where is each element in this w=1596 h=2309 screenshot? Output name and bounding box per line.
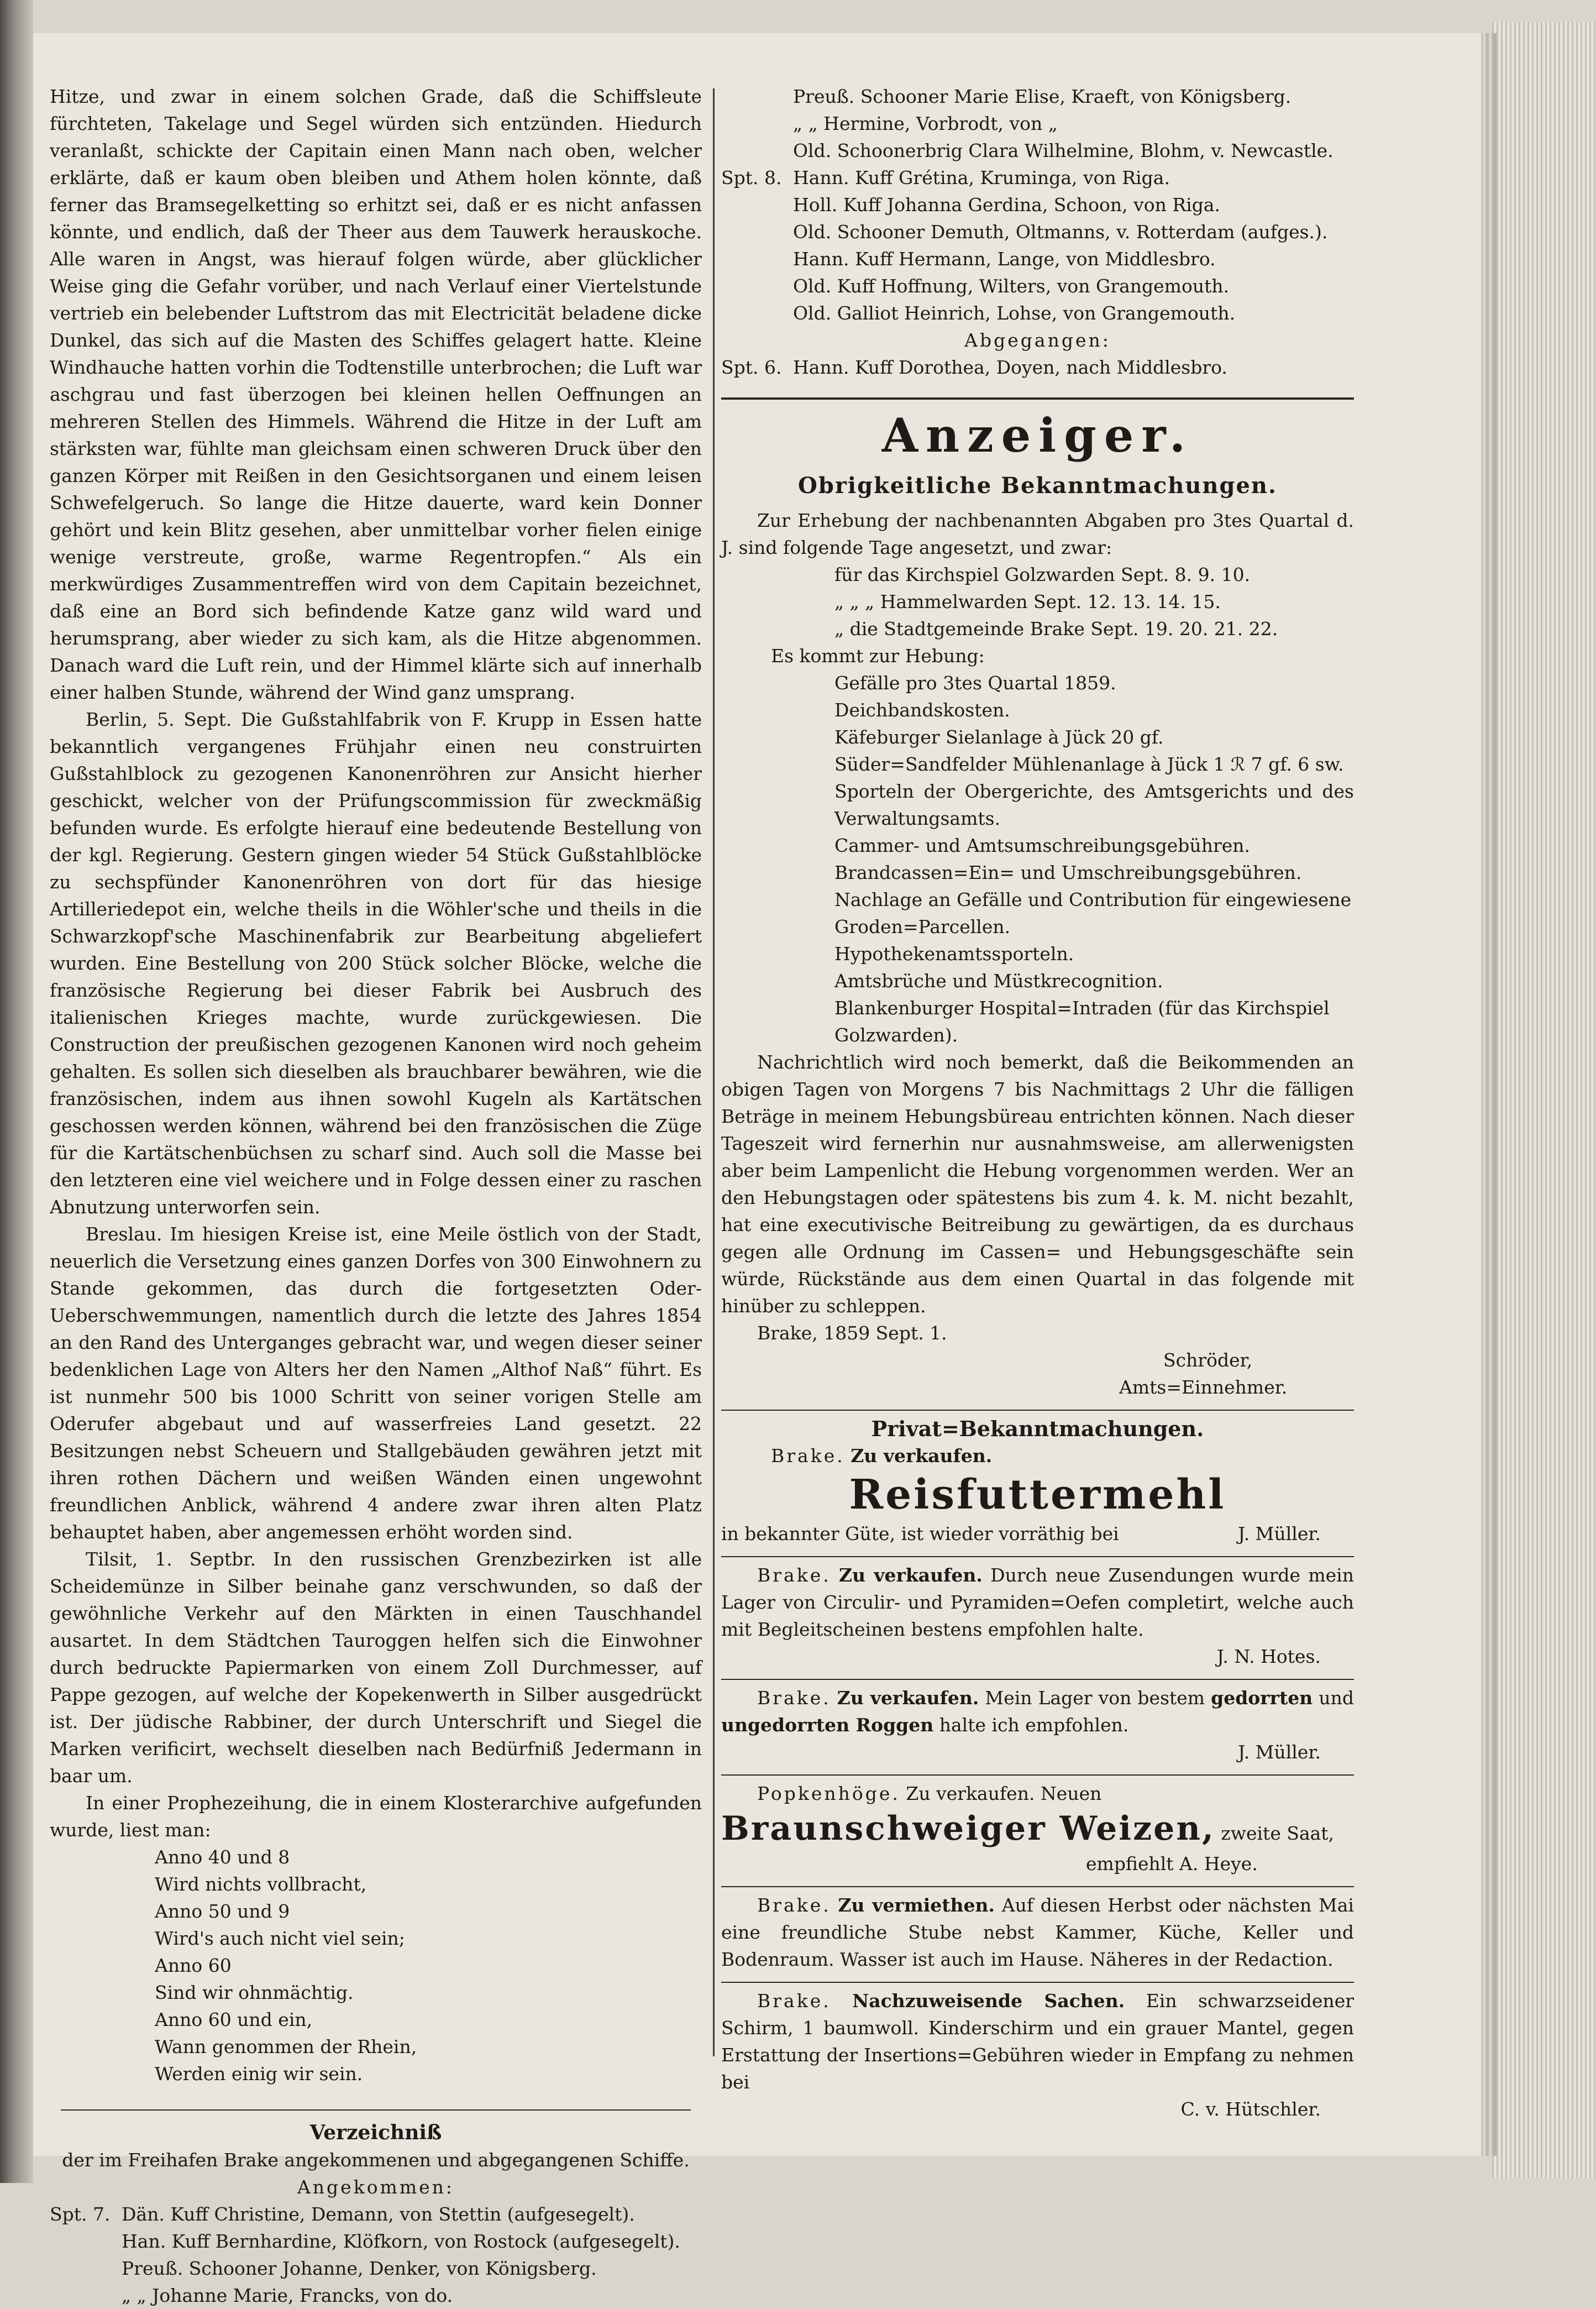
anzeiger-title: Anzeiger. — [881, 408, 1194, 463]
official-intro: Zur Erhebung der nachbenannten Abgaben pro 3tes Quartal d. J. sind folgende Tage angesetzt, und zwar: — [721, 510, 1354, 558]
ship-entry: Old. Kuff Hoffnung, Wilters, von Grangemouth. — [793, 275, 1230, 297]
ship-entry: Preuß. Schooner Johanne, Denker, von Königsberg. — [122, 2258, 597, 2279]
ships-list-subtitle: der im Freihafen Brake angekommenen und abgegangenen Schiffe. — [62, 2149, 690, 2171]
prophecy-poem — [50, 1844, 702, 2087]
ship-entry: Spt. 8. Hann. Kuff Grétina, Kruminga, von Riga. — [721, 167, 1170, 189]
poem-line: Anno 60 — [155, 1955, 232, 1976]
official-notices-title: Obrigkeitliche Bekanntmachungen. — [798, 473, 1277, 499]
hebung-item: Gefälle pro 3tes Quartal 1859. — [834, 672, 1116, 694]
ad-sachen-signature: C. v. Hütschler. — [1180, 2098, 1321, 2120]
ship-entry: Spt. 7. Dän. Kuff Christine, Demann, von Stettin (aufgesegelt). — [50, 2203, 635, 2225]
poem-line: Wann genommen der Rhein, — [155, 2036, 417, 2057]
official-date-line: „ „ „ Hammelwarden Sept. 12. 13. 14. 15. — [834, 591, 1221, 612]
hebung-item: Süder=Sandfelder Mühlenanlage à Jück 1 ℛ 7 gf. 6 sw. — [834, 753, 1344, 775]
ad-reisfuttermehl-product: Reisfuttermehl — [849, 1471, 1226, 1519]
poem-line: Anno 50 und 9 — [155, 1900, 290, 1922]
ships-list-title: Verzeichniß — [309, 2121, 442, 2144]
ad-oefen-signature: J. N. Hotes. — [1216, 1646, 1321, 1667]
section-rule — [721, 397, 1354, 400]
article-berlin: Berlin, 5. Sept. Die Gußstahlfabrik von F. Krupp in Essen hatte bekanntlich vergangenes Frühjahr einen neu construirten Gußstahlblock zu gezogenen Kanonenröhren zur Ansicht hierher geschickt, welcher von der Prüfungscommission für zweckmäßig befunden wurde. Es erfolgte hierauf eine bedeutende Bestellung von der kgl. Regierung. Gestern gingen wieder 54 Stück Gußstahlblöcke zu sechspfünder Kanonenröhren von dort für das hiesige Artilleriedepot ein, welche theils in die Wöhler'sche und theils in die Schwarzkopf'sche Maschinenfabrik zur Bearbeitung abgeliefert wurden. Eine Bestellung von 200 Stück solcher Blöcke, welche die französische Regierung bei dieser Fabrik bei Ausbruch des italienischen Krieges machte, wurde zurückgewiesen. Die Construction der preußischen gezogenen Kanonen wird noch geheim gehalten. Es sollen sich dieselben als brauchbarer bewähren, wie die französischen, indem aus ihnen sowohl Kugeln als Kartätschen geschossen werden können, während bei den französischen die Züge für die Kartätschenbüchsen zu scharf sind. Auch soll die Masse bei den letzteren eine viel weichere und in Folge dessen einer zu raschen Abnutzung unterworfen sein. — [50, 709, 702, 1218]
right-column — [721, 83, 1354, 2120]
page-edges — [1492, 22, 1596, 2178]
ad-separator — [721, 1886, 1354, 1887]
private-notices-title: Privat=Bekanntmachungen. — [871, 1416, 1204, 1441]
ship-entry: Old. Galliot Heinrich, Lohse, von Grangemouth. — [793, 302, 1236, 324]
ad-sachen: Brake. Nachzuweisende Sachen. Ein schwarzseidener Schirm, 1 baumwoll. Kinderschirm und ein grauer Mantel, gegen Erstattung der Insertions=Gebühren wieder in Empfang zu nehmen bei — [721, 1990, 1354, 2093]
ship-entry: Old. Schooner Demuth, Oltmanns, v. Rotterdam (aufges.). — [793, 221, 1328, 243]
article-prophecy: In einer Prophezeihung, die in einem Klosterarchive aufgefunden wurde, liest man: — [50, 1792, 702, 1841]
ship-entry: „ „ Johanne Marie, Francks, von do. — [122, 2285, 453, 2306]
poem-line: Anno 40 und 8 — [155, 1846, 290, 1868]
hebung-item: Amtsbrüche und Müstkrecognition. — [834, 970, 1163, 992]
arrived-heading: Angekommen: — [297, 2176, 455, 2198]
ad-weizen-signature: empfiehlt A. Heye. — [1086, 1853, 1258, 1875]
hebung-item: Deichbandskosten. — [834, 699, 1010, 721]
ad-oefen: Brake. Zu verkaufen. Durch neue Zusendungen wurde mein Lager von Circulir- und Pyramiden=Oefen completirt, welche auch mit Begleitscheinen bestens empfohlen halte. — [721, 1564, 1354, 1640]
ad-roggen: Brake. Zu verkaufen. Mein Lager von bestem gedorrten und ungedorrten Roggen halte ich empfohlen. — [721, 1687, 1354, 1736]
poem-line: Wird nichts vollbracht, — [155, 1873, 367, 1895]
official-note: Nachrichtlich wird noch bemerkt, daß die Beikommenden an obigen Tagen von Morgens 7 bis Nachmittags 2 Uhr die fälligen Beträge in meinem Hebungsbüreau entrichten können. Nach dieser Tageszeit wird fernerhin nur ausnahmsweise, am allerwenigsten aber beim Lampenlicht die Hebung vorgenommen werden. Wer an den Hebungstagen oder spätestens bis zum 4. k. M. nicht bezahlt, hat eine executivische Beitreibung zu gewärtigen, da es durchaus gegen alle Ordnung im Cassen= und Hebungsgeschäfte sein würde, Rückstände aus dem einen Quartal in das folgende mit hinüber zu schleppen. — [721, 1051, 1354, 1317]
section-rule — [721, 1410, 1354, 1411]
hebung-item: Sporteln der Obergerichte, des Amtsgerichts und des Verwaltungsamts. — [834, 781, 1354, 829]
ad-separator — [721, 1679, 1354, 1680]
ship-entry: Holl. Kuff Johanna Gerdina, Schoon, von Riga. — [793, 194, 1221, 216]
official-date-line: „ die Stadtgemeinde Brake Sept. 19. 20. 21. 22. — [834, 618, 1278, 640]
ad-weizen-product-line: Braunschweiger Weizen, zweite Saat, — [721, 1809, 1335, 1848]
hebung-heading: Es kommt zur Hebung: — [771, 645, 985, 667]
left-column — [50, 83, 702, 2306]
official-date-line: für das Kirchspiel Golzwarden Sept. 8. 9. 10. — [834, 564, 1251, 585]
hebung-item: Nachlage an Gefälle und Contribution für eingewiesene Groden=Parcellen. — [834, 889, 1352, 938]
ad-separator — [721, 1982, 1354, 1983]
section-rule — [61, 2109, 691, 2111]
ad-weizen-header: Popkenhöge. Zu verkaufen. Neuen — [757, 1783, 1102, 1804]
poem-line: Sind wir ohnmächtig. — [155, 1982, 354, 2003]
official-signature-title: Amts=Einnehmer. — [1119, 1376, 1288, 1398]
departed-heading: Abgegangen: — [964, 329, 1111, 351]
ship-entry: Old. Schoonerbrig Clara Wilhelmine, Blohm, v. Newcastle. — [793, 140, 1334, 161]
ad-vermiethen: Brake. Zu vermiethen. Auf diesen Herbst oder nächsten Mai eine freundliche Stube nebst Kammer, Küche, Keller und Bodenraum. Wasser ist auch im Hause. Näheres in der Redaction. — [721, 1894, 1354, 1970]
hebung-item: Käfeburger Sielanlage à Jück 20 gf. — [834, 726, 1164, 748]
ship-entry: Preuß. Schooner Marie Elise, Kraeft, von Königsberg. — [793, 86, 1292, 107]
article-heat: Hitze, und zwar in einem solchen Grade, daß die Schiffsleute fürchteten, Takelage und Segel würden sich entzünden. Hiedurch veranlaßt, schickte der Capitain einen Mann nach oben, welcher erklärte, daß er kaum oben bleiben und Athem holen könnte, daß ferner das Bramsegelketting so erhitzt sei, daß er es nicht anfassen könnte, und endlich, daß der Theer aus dem Tauwerk herauskoche. Alle waren in Angst, was hierauf folgen würde, aber glücklicher Weise ging die Gefahr vorüber, und nach Verlauf einer Viertelstunde vertrieb ein belebender Luftstrom das mit Electricität beladene dicke Dunkel, das sich auf die Masten des Schiffes gelagert hatte. Kleine Windhauche hatten vorhin die Todtenstille unterbrochen; die Luft war aschgrau und fast überzogen bei kleinen hellen Oeffnungen an mehreren Stellen des Himmels. Während die Hitze in der Luft am stärksten war, fühlte man gleichsam einen schweren Druck über den ganzen Körper mit Reißen in den Gesichtsorganen und einem leisen Schwefelgeruch. So lange die Hitze dauerte, ward kein Donner gehört und kein Blitz gesehen, aber unmittelbar vorher fielen einige wenige verstreute, große, warme Regentropfen.“ Als ein merkwürdiges Zusammentreffen wird von dem Capitain bezeichnet, daß eine an Bord sich befindende Katze ganz wild ward und herumsprang, aber wieder zu sich kam, als die Hitze abgenommen. Danach ward die Luft rein, und der Himmel klärte sich auf innerhalb einer halben Stunde, während der Wind ganz umsprang. — [50, 86, 702, 703]
ad-separator — [721, 1774, 1354, 1776]
hebung-item: Blankenburger Hospital=Intraden (für das Kirchspiel Golzwarden). — [834, 997, 1330, 1046]
poem-line: Werden einig wir sein. — [155, 2063, 363, 2085]
poem-line: Wird's auch nicht viel sein; — [155, 1928, 405, 1949]
ship-entry: Han. Kuff Bernhardine, Klöfkorn, von Rostock (aufgesegelt). — [122, 2231, 680, 2252]
poem-line: Anno 60 und ein, — [155, 2009, 313, 2030]
ship-entry: „ „ Hermine, Vorbrodt, von „ — [793, 113, 1058, 134]
hebung-item: Cammer- und Amtsumschreibungsgebühren. — [834, 835, 1250, 856]
column-divider — [713, 88, 715, 2056]
ad-reisfuttermehl-header: Brake. Zu verkaufen. — [771, 1445, 993, 1467]
ad-separator — [721, 1556, 1354, 1557]
ad-roggen-signature: J. Müller. — [1238, 1741, 1321, 1763]
article-breslau: Breslau. Im hiesigen Kreise ist, eine Meile östlich von der Stadt, neuerlich die Versetzung eines ganzen Dorfes von 300 Einwohnern zu Stande gekommen, das durch die fortgesetzten Oder-Ueberschwemmungen, namentlich durch die letzte des Jahres 1854 an den Rand des Unterganges gebracht war, und wegen dieser seiner bedenklichen Lage von Alters her den Namen „Althof Naß“ führt. Es ist nunmehr 500 bis 1000 Schritt von seiner vorigen Stelle am Oderufer abgebaut und auf wasserfreies Land gesetzt. 22 Besitzungen nebst Scheuern und Stallgebäuden gewähren jetzt mit ihren rothen Dächern und weißen Wänden einen ungewohnt freundlichen Anblick, während 4 andere zwar ihren alten Platz behauptet haben, aber angemessen erhöht worden sind. — [50, 1223, 702, 1543]
article-tilsit: Tilsit, 1. Septbr. In den russischen Grenzbezirken ist alle Scheidemünze in Silber beinahe ganz verschwunden, so daß der gewöhnliche Verkehr auf den Märkten in einen Tauschhandel ausartet. In dem Städtchen Tauroggen helfen sich die Einwohner durch bedruckte Papiermarken von einem Zoll Durchmesser, auf Pappe gezogen, auf welche der Kopekenwerth in Silber ausgedrückt ist. Der jüdische Rabbiner, der durch Unterschrift und Siegel die Marken verificirt, wechselt dieselben nach Bedürfniß Jedermann in baar um. — [50, 1548, 702, 1787]
binding-gutter — [0, 0, 33, 2183]
ad-reisfuttermehl-body: in bekannter Güte, ist wieder vorräthig bei J. Müller. — [721, 1523, 1321, 1544]
ship-entry: Hann. Kuff Hermann, Lange, von Middlesbro. — [793, 248, 1216, 270]
official-signature-name: Schröder, — [1163, 1349, 1253, 1371]
official-date: Brake, 1859 Sept. 1. — [757, 1322, 947, 1344]
hebung-item: Hypothekenamtssporteln. — [834, 943, 1074, 965]
ship-entry: Spt. 6. Hann. Kuff Dorothea, Doyen, nach Middlesbro. — [721, 357, 1227, 378]
hebung-item: Brandcassen=Ein= und Umschreibungsgebühren. — [834, 862, 1302, 883]
